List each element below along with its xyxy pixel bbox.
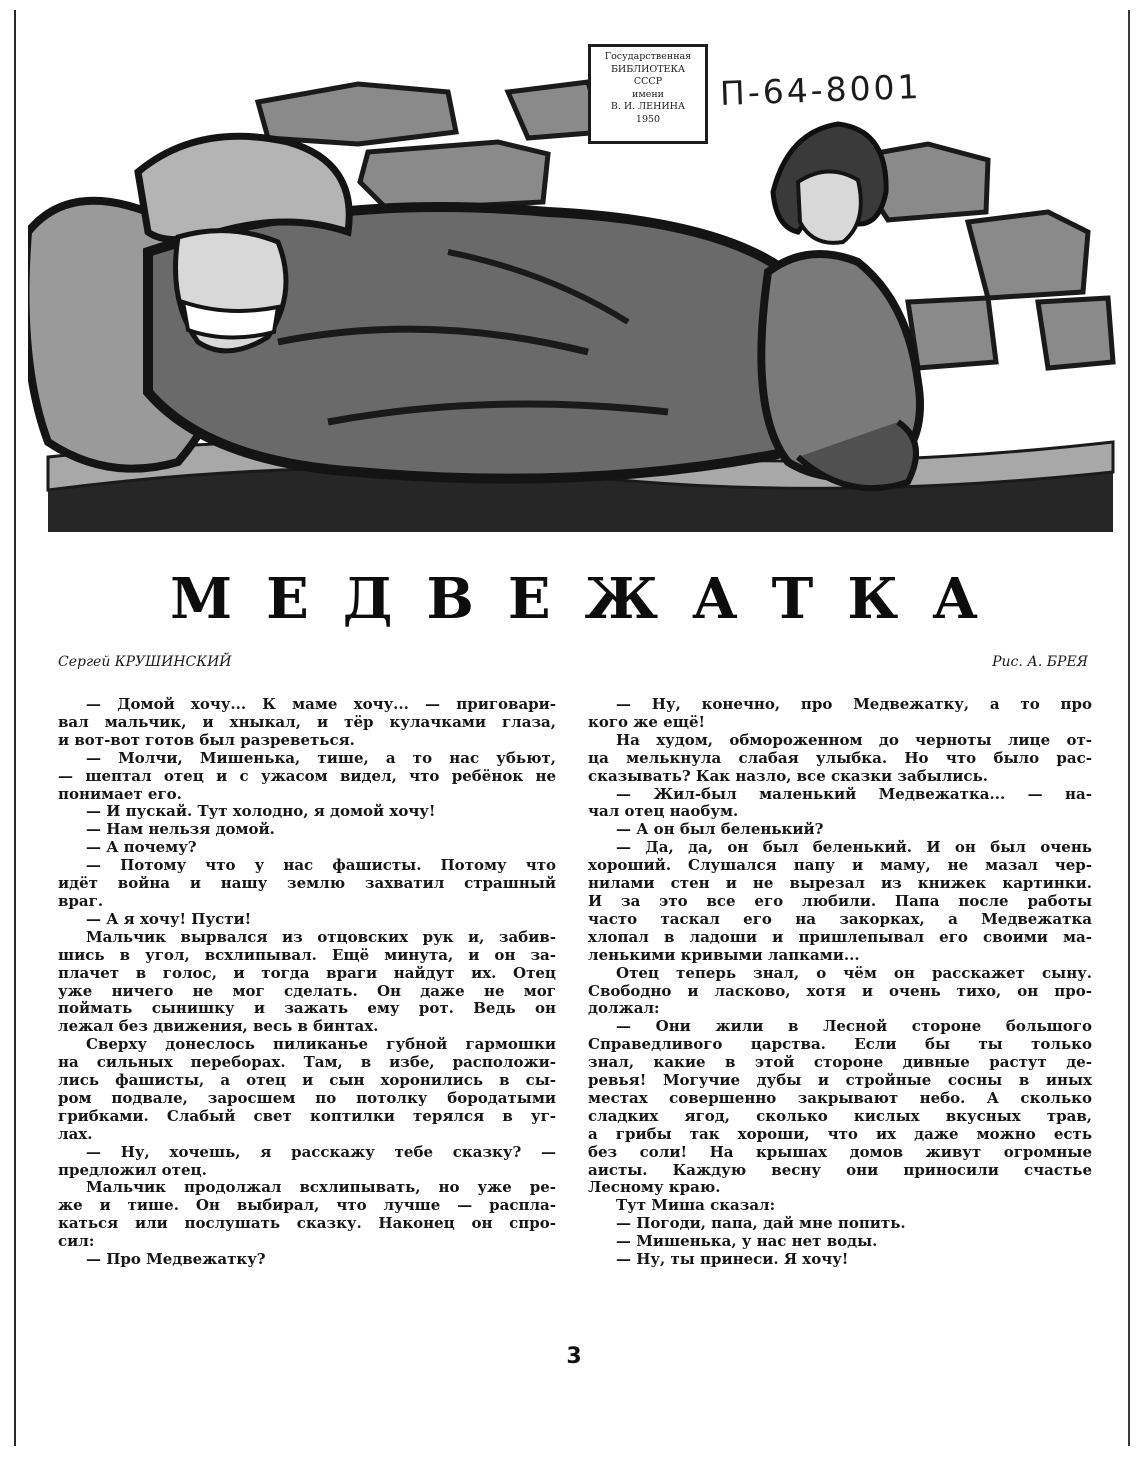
text-line: — А почему? [86, 839, 197, 857]
text-line: Мальчик продолжал всхлипывать, но уже ре- [86, 1179, 556, 1197]
text-line: лежал без движения, весь в бинтах. [58, 1018, 379, 1036]
text-line: нилами стен и не вырезал из книжек картинки. [588, 875, 1092, 893]
page-number: 3 [566, 1344, 582, 1369]
library-stamp [588, 44, 708, 144]
stamp-line: БИБЛИОТЕКА [610, 63, 686, 75]
text-line: и вот-вот готов был разреветься. [58, 731, 355, 749]
text-line: Справедливого царства. Если бы ты только [588, 1036, 1092, 1054]
text-line: хлопал в ладоши и пришлепывал его своими ма- [588, 928, 1092, 946]
text-line: Отец теперь знал, о чём он расскажет сыну. [616, 964, 1092, 982]
text-line: плачет в голос, и тогда враги найдут их. Отец [58, 964, 556, 982]
text-line: Сверху донеслось пиликанье губной гармошки [86, 1036, 556, 1054]
text-line: — Ну, ты принеси. Я хочу! [616, 1251, 849, 1269]
text-line: понимает его. [58, 785, 182, 803]
text-line: должал: [588, 1000, 660, 1018]
child-face [798, 171, 861, 242]
fur-hat [138, 136, 349, 239]
text-line: же и тише. Он выбирал, что лучше — распла- [58, 1197, 556, 1215]
text-line: ром подвале, заросшем по потолку бородатыми [58, 1089, 556, 1107]
text-line: местах совершенно закрывают небо. А сколько [588, 1089, 1092, 1107]
text-line: Мальчик вырвался из отцовских рук и, забив- [86, 928, 556, 946]
text-line: аисты. Каждую весну они приносили счастье [588, 1161, 1092, 1179]
stamp-line: имени [631, 88, 664, 100]
text-line: идёт война и нашу землю захватил страшный [58, 875, 556, 893]
text-line: хороший. Слушался папу и маму, не мазал чер- [588, 857, 1092, 875]
text-line: знал, какие в этой стороне дивные растут де- [588, 1054, 1092, 1072]
story-illustration [28, 62, 1118, 532]
text-line: ленькими кривыми лапками... [588, 946, 860, 964]
text-line: — Молчи, Мишенька, тише, а то нас убьют, [86, 749, 556, 767]
text-line: — Ну, хочешь, я расскажу тебе сказку? — [86, 1143, 556, 1161]
text-column-right [588, 696, 1092, 1269]
text-line: враг. [58, 892, 104, 910]
byline-author: Сергей КРУШИНСКИЙ [58, 654, 232, 670]
text-line: каться или послушать сказку. Наконец он спро- [58, 1215, 556, 1233]
text-line: — Жил-был маленький Медвежатка... — на- [616, 785, 1092, 803]
text-line: Свободно и ласково, хотя и очень тихо, он про- [588, 982, 1092, 1000]
text-line: сказывать? Как назло, все сказки забылись. [588, 767, 988, 785]
text-line: без соли! На крышах домов живут огромные [588, 1143, 1092, 1161]
text-line: — Да, да, он был беленький. И он был очень [616, 839, 1092, 857]
text-line: — Ну, конечно, про Медвежатку, а то про [616, 696, 1092, 713]
text-line: лах. [58, 1125, 93, 1143]
text-line: — Мишенька, у нас нет воды. [616, 1233, 878, 1251]
story-title: МЕДВЕЖАТКА [170, 566, 1012, 632]
text-line: предложил отец. [58, 1161, 207, 1179]
catalog-number: П-64-8001 [719, 66, 923, 113]
text-line: — Погоди, папа, дай мне попить. [616, 1215, 906, 1233]
text-line: грибками. Слабый свет коптилки терялся в уг- [58, 1107, 556, 1125]
text-line: ревья! Могучие дубы и стройные сосны в иных [588, 1072, 1092, 1090]
text-line: вал мальчик, и хныкал, и тёр кулачками глаза, [58, 713, 556, 731]
stamp-line: СССР [633, 76, 663, 87]
text-line: — Потому что у нас фашисты. Потому что [86, 857, 556, 875]
text-line: шись в угол, всхлипывал. Ещё минута, и он за- [58, 946, 556, 964]
text-column-left [58, 696, 556, 1269]
text-line: уже ничего не мог сделать. Он даже не мог [58, 982, 556, 1000]
text-line: а грибы так хороши, что их даже можно есть [588, 1125, 1092, 1143]
text-line: Лесному краю. [588, 1179, 721, 1197]
text-line: На худом, обмороженном до черноты лице от- [616, 731, 1092, 749]
text-line: на сильных переборах. Там, в избе, расположи- [58, 1054, 556, 1072]
text-line: лись фашисты, а отец и сын хоронились в сы- [58, 1072, 556, 1090]
text-line: кого же ещё! [588, 713, 706, 731]
text-line: — И пускай. Тут холодно, я домой хочу! [86, 803, 436, 821]
byline-illustrator: Рис. А. БРЕЯ [992, 654, 1088, 670]
text-line: ца мелькнула слабая улыбка. Но что было рас- [588, 749, 1092, 767]
illustration-drawing [28, 62, 1118, 532]
text-line: И за это все его любили. Папа после работы [588, 892, 1092, 910]
text-line: — шептал отец и с ужасом видел, что ребёнок не [58, 767, 556, 785]
text-line: Тут Миша сказал: [616, 1197, 776, 1215]
stamp-line: Государственная [604, 51, 692, 62]
text-line: сил: [58, 1233, 95, 1251]
text-line: сладких ягод, сколько кислых вкусных трав, [588, 1107, 1092, 1125]
text-line: поймать сынишку и зажать ему рот. Ведь он [58, 1000, 556, 1018]
text-line: — А я хочу! Пусти! [86, 910, 252, 928]
text-line: — А он был беленький? [616, 821, 824, 839]
text-line: — Про Медвежатку? [86, 1251, 266, 1269]
text-line: — Они жили в Лесной стороне большого [616, 1018, 1092, 1036]
stamp-line: 1950 [635, 113, 661, 125]
text-line: чал отец наобум. [588, 803, 739, 821]
text-line: — Домой хочу... К маме хочу... — приговари- [86, 696, 556, 713]
text-line: часто таскал его на закорках, а Медвежатка [588, 910, 1092, 928]
text-line: — Нам нельзя домой. [86, 821, 275, 839]
stamp-line: В. И. ЛЕНИНА [610, 101, 686, 112]
